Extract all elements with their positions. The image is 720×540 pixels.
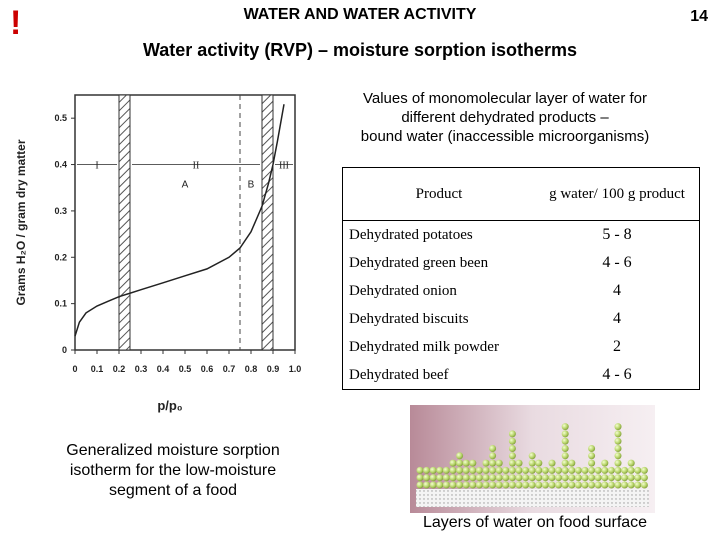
product-name: Dehydrated milk powder [349, 338, 499, 355]
water-molecule [509, 430, 516, 437]
water-molecule [615, 438, 622, 445]
water-value: 5 - 8 [602, 226, 632, 243]
water-molecule [417, 482, 424, 489]
water-molecule [562, 452, 569, 459]
water-molecule [529, 467, 536, 474]
water-molecule [522, 467, 529, 474]
water-molecule [535, 482, 542, 489]
water-molecule [535, 467, 542, 474]
water-molecule [469, 474, 476, 481]
water-molecule [582, 467, 589, 474]
water-molecule [641, 467, 648, 474]
water-molecule [456, 460, 463, 467]
water-molecule [595, 474, 602, 481]
water-molecule [568, 482, 575, 489]
water-molecule [476, 467, 483, 474]
water-molecule [509, 474, 516, 481]
water-molecule [502, 467, 509, 474]
x-tick-label: 0 [72, 364, 78, 374]
product-name: Dehydrated onion [349, 282, 457, 299]
water-molecule [469, 467, 476, 474]
water-molecule [634, 467, 641, 474]
water-molecule [450, 482, 457, 489]
table-row [343, 333, 700, 361]
water-molecule [588, 445, 595, 452]
table-row [343, 249, 700, 277]
water-molecule [575, 474, 582, 481]
water-molecule [450, 474, 457, 481]
water-molecule [516, 460, 523, 467]
water-molecule [542, 474, 549, 481]
y-tick-label: 0.4 [54, 159, 67, 170]
table-row [343, 277, 700, 305]
water-molecule [443, 482, 450, 489]
hatched-band [262, 95, 273, 350]
water-molecule [489, 482, 496, 489]
y-tick-label: 0.1 [54, 298, 67, 309]
water-molecule [502, 474, 509, 481]
water-molecule [535, 474, 542, 481]
water-molecule [436, 482, 443, 489]
water-molecule [509, 460, 516, 467]
water-molecule [615, 445, 622, 452]
water-molecule [562, 482, 569, 489]
water-molecule [595, 482, 602, 489]
water-molecule [443, 467, 450, 474]
water-molecule [456, 452, 463, 459]
water-molecule [489, 460, 496, 467]
water-molecule [535, 460, 542, 467]
slide-subtitle: Water activity (RVP) – moisture sorption isotherms [142, 40, 578, 60]
alert-mark: ! [10, 4, 22, 42]
illustration-caption: Layers of water on food surface [422, 514, 648, 531]
x-axis-label: p/p₀ [157, 398, 183, 413]
water-molecule [549, 460, 556, 467]
water-molecule [621, 467, 628, 474]
point-label-b: B [247, 179, 255, 191]
water-value: 4 - 6 [602, 366, 632, 383]
water-molecule [516, 474, 523, 481]
water-molecule [562, 467, 569, 474]
water-molecule [450, 467, 457, 474]
water-molecule [601, 460, 608, 467]
x-tick-label: 0.6 [200, 364, 214, 374]
water-value: 4 - 6 [602, 254, 632, 271]
water-molecule [608, 474, 615, 481]
zone-label: III [279, 160, 289, 172]
table-header-row [343, 168, 700, 221]
water-molecule [634, 482, 641, 489]
water-molecule [456, 474, 463, 481]
water-molecule [615, 474, 622, 481]
water-molecule [469, 482, 476, 489]
water-molecule [634, 474, 641, 481]
water-molecule [542, 467, 549, 474]
water-molecule [430, 482, 437, 489]
water-molecule [628, 467, 635, 474]
y-tick-label: 0 [61, 345, 67, 355]
water-molecule [463, 460, 470, 467]
water-molecule [562, 423, 569, 430]
water-molecule [476, 482, 483, 489]
water-molecule [595, 467, 602, 474]
water-molecule [463, 467, 470, 474]
water-molecule [483, 467, 490, 474]
water-molecule [615, 460, 622, 467]
water-molecule [489, 445, 496, 452]
water-molecule [601, 482, 608, 489]
water-molecule [542, 482, 549, 489]
water-molecule [417, 474, 424, 481]
water-molecule [562, 460, 569, 467]
column-header-water: g water/ 100 g product [535, 168, 700, 221]
water-value: 4 [613, 310, 621, 327]
x-tick-label: 0.5 [178, 364, 192, 374]
zone-label: I [95, 160, 99, 172]
water-molecule [423, 474, 430, 481]
water-molecule [436, 474, 443, 481]
water-molecule [628, 474, 635, 481]
y-tick-label: 0.5 [54, 113, 67, 124]
y-axis-label: Grams H₂O / gram dry matter [14, 139, 28, 306]
water-value: 4 [613, 282, 621, 299]
water-molecule [555, 482, 562, 489]
water-molecule [456, 467, 463, 474]
water-molecule [436, 467, 443, 474]
x-tick-label: 0.3 [134, 364, 148, 374]
water-molecule [568, 474, 575, 481]
water-molecule [621, 474, 628, 481]
water-molecule [582, 474, 589, 481]
water-molecule [615, 467, 622, 474]
water-molecule [641, 482, 648, 489]
water-molecule [496, 467, 503, 474]
water-molecule [549, 482, 556, 489]
water-molecule [575, 482, 582, 489]
water-molecule [562, 474, 569, 481]
page-header: WATER AND WATER ACTIVITY [243, 6, 477, 23]
water-molecule [615, 452, 622, 459]
table-row [343, 305, 700, 333]
water-molecule [463, 482, 470, 489]
water-value: 2 [613, 338, 621, 355]
water-molecule [509, 452, 516, 459]
x-tick-label: 0.1 [90, 364, 104, 374]
y-tick-label: 0.3 [54, 205, 67, 216]
water-molecule [430, 467, 437, 474]
water-molecule [509, 438, 516, 445]
water-molecule [430, 474, 437, 481]
x-tick-label: 0.2 [112, 364, 126, 374]
water-molecule [529, 474, 536, 481]
water-molecule [463, 474, 470, 481]
water-molecule [423, 482, 430, 489]
product-name: Dehydrated beef [349, 366, 449, 383]
water-molecule [496, 474, 503, 481]
hatched-band [119, 95, 130, 350]
water-molecule [417, 467, 424, 474]
x-tick-label: 0.4 [156, 364, 170, 374]
water-molecule [509, 467, 516, 474]
water-molecule [549, 467, 556, 474]
product-name: Dehydrated potatoes [349, 226, 473, 243]
water-molecule [608, 482, 615, 489]
water-molecule [615, 482, 622, 489]
water-molecule [562, 445, 569, 452]
water-molecule [476, 474, 483, 481]
water-molecule [555, 474, 562, 481]
water-molecule [529, 482, 536, 489]
water-molecule [608, 467, 615, 474]
water-molecule [601, 467, 608, 474]
water-molecule [509, 482, 516, 489]
water-molecule [588, 452, 595, 459]
water-molecule [568, 460, 575, 467]
water-molecule [450, 460, 457, 467]
chart-caption: Generalized moisture sorption isotherm for the low-moisture segment of a food [66, 442, 280, 499]
x-tick-label: 0.9 [266, 364, 280, 374]
y-tick-label: 0.2 [54, 252, 67, 263]
column-header-product: Product [343, 168, 536, 221]
bound-water-table [342, 167, 700, 390]
water-molecule [562, 430, 569, 437]
water-molecule [628, 460, 635, 467]
water-molecule [456, 482, 463, 489]
water-molecule [615, 430, 622, 437]
water-molecule [509, 445, 516, 452]
water-molecule [588, 460, 595, 467]
water-molecule [568, 467, 575, 474]
water-molecule [555, 467, 562, 474]
water-molecule [588, 467, 595, 474]
water-molecule [641, 474, 648, 481]
water-molecule [562, 438, 569, 445]
water-molecule [516, 467, 523, 474]
water-molecule [489, 452, 496, 459]
x-tick-label: 1.0 [288, 364, 302, 374]
water-molecule [628, 482, 635, 489]
water-molecule [529, 460, 536, 467]
point-label-a: A [181, 179, 189, 191]
page-number: 14 [690, 8, 708, 25]
water-molecule [582, 482, 589, 489]
water-molecule [423, 467, 430, 474]
water-molecule [588, 482, 595, 489]
water-molecule [483, 482, 490, 489]
x-tick-label: 0.7 [222, 364, 236, 374]
table-row [343, 221, 700, 250]
water-molecule [496, 482, 503, 489]
water-molecule [469, 460, 476, 467]
water-molecule [621, 482, 628, 489]
water-molecule [588, 474, 595, 481]
water-molecule [615, 423, 622, 430]
table-caption: Values of monomolecular layer of water for different dehydrated products – bound water (inaccessible microorganisms) [360, 90, 650, 145]
water-molecule [529, 452, 536, 459]
x-tick-label: 0.8 [244, 364, 258, 374]
water-molecule [496, 460, 503, 467]
water-molecule [443, 474, 450, 481]
water-molecule [522, 482, 529, 489]
water-molecule [483, 474, 490, 481]
water-molecule [549, 474, 556, 481]
water-molecule [483, 460, 490, 467]
water-molecule [489, 467, 496, 474]
sorption-isotherm-chart [0, 85, 320, 425]
zone-label: II [192, 160, 200, 172]
water-molecule [502, 482, 509, 489]
table-row [343, 361, 700, 390]
water-layers-illustration [410, 405, 655, 513]
water-molecule [601, 474, 608, 481]
water-molecule [522, 474, 529, 481]
product-name: Dehydrated green been [349, 254, 489, 271]
water-molecule [575, 467, 582, 474]
water-molecule [516, 482, 523, 489]
product-name: Dehydrated biscuits [349, 310, 469, 327]
water-molecule [489, 474, 496, 481]
